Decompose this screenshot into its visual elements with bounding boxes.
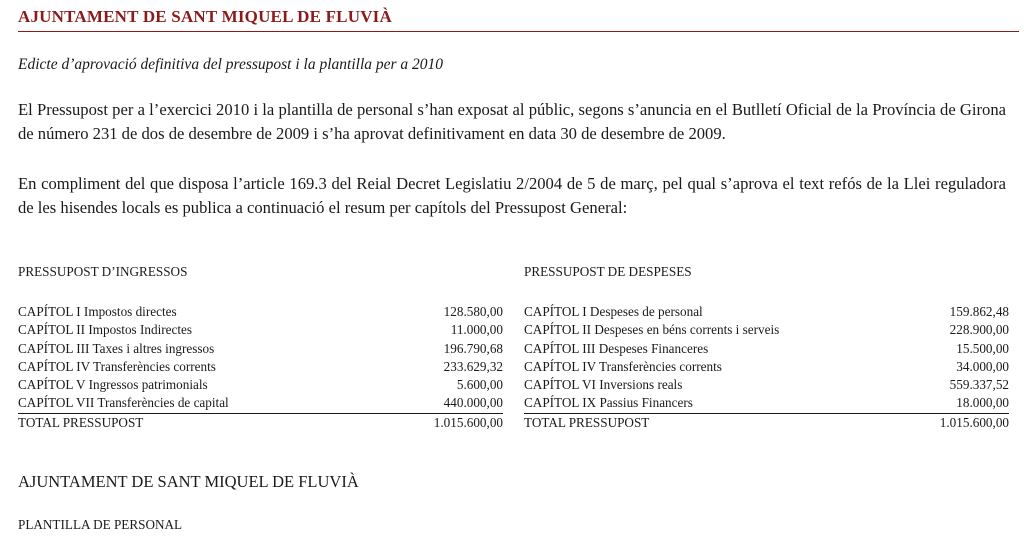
total-amount: 1.015.600,00 [939,414,1009,430]
total-label: TOTAL PRESSUPOST [18,414,144,430]
table-row [18,376,503,394]
page-title: AJUNTAMENT DE SANT MIQUEL DE FLUVIÀ [18,7,392,26]
table-row [524,321,1009,339]
paragraph-compliance: En compliment del que disposa l’article 169.3 del Reial Decret Legislatiu 2/2004 de 5 de març, pel qual s’aprova el text refós de la Llei reguladora de les hisendes locals es publica a continuació el resum per capítols del Pressupost General: [18,174,1006,217]
section-title: AJUNTAMENT DE SANT MIQUEL DE FLUVIÀ [18,472,359,491]
table-row [18,394,503,412]
table-row [524,376,1009,394]
expenses-budget-table [524,263,1009,432]
paragraph-exposure: El Pressupost per a l’exercici 2010 i la plantilla de personal s’han exposat al públic, segons s’anuncia en el Butlletí Oficial de la Província de Girona de número 231 de dos de desembre de 2009 i s’ha aprovat definitivament en data 30 de desembre de 2009. [18,100,1006,143]
row-label: CAPÍTOL IV Transferències corrents [18,358,216,374]
total-label: TOTAL PRESSUPOST [524,414,650,430]
expenses-total-row [524,413,1009,432]
total-amount: 1.015.600,00 [433,414,503,430]
row-label: CAPÍTOL I Despeses de personal [524,304,703,319]
table-row [524,303,1009,321]
edict-subtitle: Edicte d’aprovació definitiva del pressupost i la plantilla per a 2010 [18,56,444,73]
row-amount: 128.580,00 [443,304,503,319]
table-row [524,340,1009,358]
row-label: CAPÍTOL I Impostos directes [18,304,177,319]
table-row [18,303,503,321]
row-label: CAPÍTOL VI Inversions reals [524,377,683,393]
row-amount: 228.900,00 [949,322,1009,338]
row-label: CAPÍTOL IV Transferències corrents [524,358,722,374]
table-row [18,358,503,376]
title-divider [18,31,1019,32]
row-amount: 34.000,00 [956,358,1009,374]
row-label: CAPÍTOL II Impostos Indirectes [18,322,192,338]
row-label: CAPÍTOL III Taxes i altres ingressos [18,340,215,356]
row-amount: 5.600,00 [456,377,503,393]
row-label: CAPÍTOL VII Transferències de capital [18,395,229,411]
row-amount: 15.500,00 [956,340,1009,356]
table-row [18,321,503,339]
income-budget-table [18,263,503,432]
row-amount: 11.000,00 [450,322,503,338]
row-label: CAPÍTOL III Despeses Financeres [524,340,709,356]
row-amount: 233.629,32 [443,358,503,374]
row-amount: 18.000,00 [956,395,1009,411]
staff-plan-heading: PLANTILLA DE PERSONAL [18,517,183,532]
row-amount: 159.862,48 [949,304,1009,319]
income-total-row [18,413,503,432]
row-amount: 196.790,68 [443,340,503,356]
expenses-heading: PRESSUPOST DE DESPESES [524,264,692,279]
table-row [524,394,1009,412]
row-label: CAPÍTOL V Ingressos patrimonials [18,377,208,393]
row-amount: 440.000,00 [443,395,503,411]
row-label: CAPÍTOL IX Passius Financers [524,395,693,411]
table-row [524,358,1009,376]
row-label: CAPÍTOL II Despeses en béns corrents i serveis [524,322,780,338]
row-amount: 559.337,52 [949,377,1009,393]
income-heading: PRESSUPOST D’INGRESSOS [18,264,188,279]
table-row [18,340,503,358]
